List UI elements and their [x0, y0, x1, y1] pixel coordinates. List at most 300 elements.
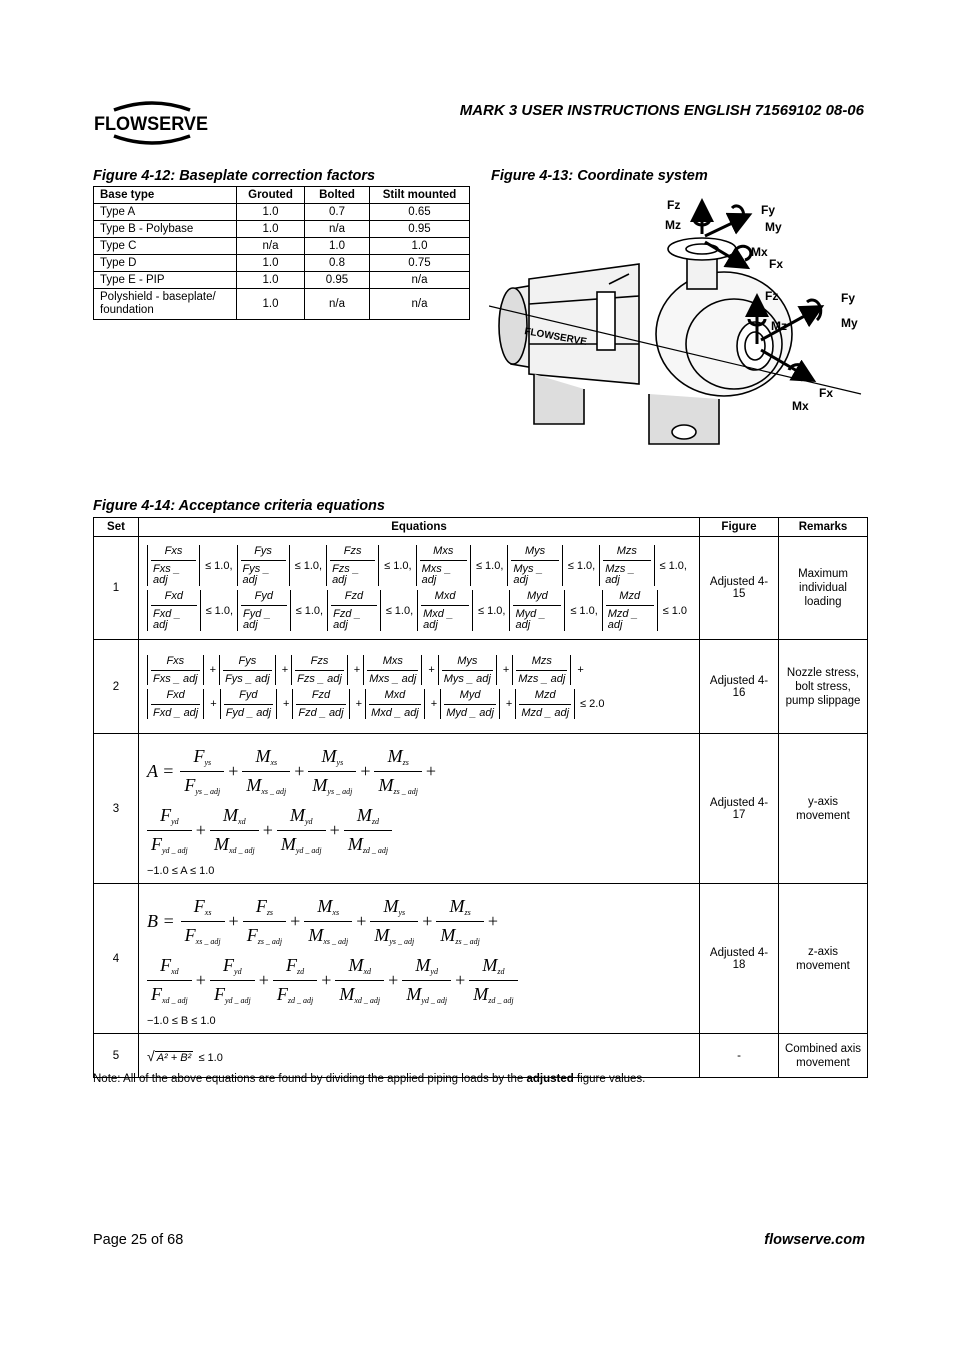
column-header: Set — [94, 518, 139, 537]
fraction — [370, 897, 418, 946]
table-cell: Type B - Polybase — [94, 221, 237, 238]
fraction — [147, 806, 192, 855]
equation-line — [147, 655, 691, 685]
axis-label-mz: Mz — [665, 218, 681, 232]
equation-cell — [139, 884, 700, 1034]
denominator: Mxd _ adj — [369, 704, 421, 719]
denominator: $F_{zs \_ adj}$ — [243, 921, 286, 946]
operator: + — [195, 969, 206, 990]
operator: ≤ 1.0, — [385, 604, 414, 617]
axis-label-my: My — [765, 220, 782, 234]
column-header: Base type — [94, 187, 237, 204]
document-title: MARK 3 USER INSTRUCTIONS ENGLISH 71569102 08-06 — [459, 102, 864, 119]
absolute-value — [219, 655, 276, 685]
remarks: y-axis movement — [779, 734, 868, 884]
absolute-value — [291, 655, 348, 685]
operator: + — [329, 819, 340, 840]
operator: ≤ 1.0, — [294, 559, 323, 572]
column-header: Remarks — [779, 518, 868, 537]
fraction — [519, 689, 571, 719]
fraction — [308, 747, 356, 796]
axis-label-mz: Mz — [771, 319, 787, 333]
fraction — [335, 956, 384, 1005]
numerator: Mys — [457, 654, 478, 667]
denominator: Mys _ adj — [511, 560, 558, 586]
numerator: $F_{zd}$ — [285, 954, 305, 976]
denominator: $M_{zs \_ adj}$ — [436, 921, 483, 946]
axis-label-fz: Fz — [765, 289, 779, 303]
table-cell: 0.8 — [305, 255, 370, 272]
denominator: $F_{xs \_ adj}$ — [181, 921, 225, 946]
absolute-value — [365, 689, 425, 719]
denominator: $M_{xs \_ adj}$ — [242, 771, 290, 796]
operator: + — [422, 910, 433, 931]
operator: + — [294, 760, 305, 781]
absolute-value — [599, 545, 654, 586]
table-cell: 1.0 — [237, 204, 305, 221]
denominator: $F_{zd \_ adj}$ — [273, 980, 317, 1005]
operator: + — [210, 697, 217, 710]
figure-ref: Adjusted 4-17 — [700, 734, 779, 884]
equation-line — [147, 590, 691, 631]
fraction — [151, 545, 196, 586]
operator: + — [388, 969, 399, 990]
absolute-value — [440, 689, 500, 719]
column-header: Figure — [700, 518, 779, 537]
operator: + — [360, 760, 371, 781]
numerator: $F_{yd}$ — [223, 954, 242, 976]
denominator: Mzd _ adj — [606, 605, 654, 631]
table-row — [94, 734, 868, 884]
numerator: Fzd — [344, 590, 364, 602]
operator: ≤ 1.0, — [478, 604, 506, 617]
equation-line — [147, 806, 691, 855]
figure-ref: Adjusted 4-16 — [700, 640, 779, 734]
operator: + — [228, 760, 239, 781]
table-cell: 0.7 — [305, 204, 370, 221]
denominator: $M_{ys \_ adj}$ — [370, 921, 418, 946]
absolute-value — [147, 655, 204, 685]
table-cell: n/a — [305, 221, 370, 238]
numerator: $F_{yd}$ — [160, 804, 179, 826]
set-number: 2 — [94, 640, 139, 734]
table-cell: 1.0 — [370, 238, 470, 255]
denominator: Mzs _ adj — [603, 560, 650, 586]
fraction — [420, 545, 467, 586]
numerator: Mxs — [433, 545, 454, 557]
denominator: Myd _ adj — [444, 704, 496, 719]
table-cell: n/a — [305, 289, 370, 320]
operator: + — [430, 697, 438, 710]
set-number: 1 — [94, 537, 139, 640]
remarks: z-axis movement — [779, 884, 868, 1034]
numerator: $M_{zs}$ — [449, 895, 471, 917]
table-header-row — [94, 187, 470, 204]
numerator: $M_{yd}$ — [415, 954, 438, 976]
denominator: Fzs _ adj — [295, 670, 344, 685]
remarks: Maximum individual loading — [779, 537, 868, 640]
website-link[interactable]: flowserve.com — [764, 1232, 865, 1248]
fraction — [402, 956, 451, 1005]
absolute-value — [515, 689, 575, 719]
denominator: Myd _ adj — [513, 605, 561, 631]
denominator: $F_{ys \_ adj}$ — [180, 771, 224, 796]
fraction — [511, 545, 558, 586]
denominator: $M_{xd \_ adj}$ — [210, 830, 259, 855]
fraction — [606, 590, 654, 631]
fraction — [374, 747, 421, 796]
fraction — [421, 590, 469, 631]
numerator: $F_{zs}$ — [255, 895, 274, 917]
numerator: Fxs — [166, 654, 185, 667]
denominator: $M_{zd \_ adj}$ — [469, 980, 517, 1005]
numerator: $F_{xs}$ — [193, 895, 212, 917]
pump-drawing — [499, 238, 792, 444]
operator: ≤ 1.0, — [475, 559, 504, 572]
table-row — [94, 289, 470, 320]
equation-line — [147, 545, 691, 586]
equation-line — [147, 689, 691, 719]
column-header: Grouted — [237, 187, 305, 204]
denominator: Fys _ adj — [223, 670, 272, 685]
table-cell: Polyshield - baseplate/ foundation — [94, 289, 237, 320]
numerator: Fyd — [239, 688, 258, 701]
equation-line — [147, 747, 691, 796]
operator: + — [195, 819, 206, 840]
sqrt-icon: √ — [147, 1047, 155, 1064]
denominator: Fzs _ adj — [330, 560, 375, 586]
denominator: $M_{zd \_ adj}$ — [344, 830, 392, 855]
note-text: Note: All of the above equations are found by dividing the applied piping loads by the — [93, 1073, 527, 1085]
page-number: Page 25 of 68 — [93, 1232, 184, 1248]
operator: ≤ 1.0, — [205, 559, 233, 572]
radicand: A² + B² — [156, 1051, 192, 1064]
absolute-value — [147, 689, 204, 719]
denominator: Fyd _ adj — [241, 605, 287, 631]
operator: + — [425, 760, 437, 781]
equation-lhs: A = — [147, 760, 175, 781]
fraction — [369, 689, 421, 719]
absolute-value — [327, 590, 381, 631]
numerator: Fxd — [166, 688, 185, 701]
fraction — [603, 545, 650, 586]
numerator: $M_{xs}$ — [255, 745, 278, 767]
table-cell: 0.75 — [370, 255, 470, 272]
denominator: $F_{yd \_ adj}$ — [147, 830, 192, 855]
equation-cell — [139, 640, 700, 734]
numerator: $M_{xs}$ — [317, 895, 340, 917]
fraction — [344, 806, 392, 855]
numerator: Mxd — [434, 590, 456, 602]
equation-lhs: B = — [147, 910, 175, 931]
denominator: Fzd _ adj — [296, 704, 345, 719]
fraction — [444, 689, 496, 719]
axis-label-fx: Fx — [819, 386, 834, 400]
table-row — [94, 255, 470, 272]
numerator: Mys — [524, 545, 546, 557]
range-condition: −1.0 ≤ B ≤ 1.0 — [147, 1014, 216, 1027]
footnote — [93, 1073, 645, 1085]
fraction — [442, 655, 493, 685]
table-row — [94, 537, 868, 640]
fraction — [181, 897, 225, 946]
fraction — [330, 545, 375, 586]
fraction — [151, 590, 197, 631]
operator: + — [262, 819, 273, 840]
operator: + — [228, 910, 239, 931]
numerator: Myd — [459, 688, 481, 701]
operator: ≤ 1.0, — [384, 559, 412, 572]
numerator: Fzs — [343, 545, 362, 557]
absolute-value — [292, 689, 349, 719]
axis-label-mx: Mx — [751, 245, 768, 259]
axis-label-my: My — [841, 316, 858, 330]
absolute-value — [237, 590, 291, 631]
numerator: $M_{zs}$ — [387, 745, 409, 767]
equation-cell — [139, 1034, 700, 1078]
fraction — [147, 956, 192, 1005]
baseplate-correction-table — [93, 186, 470, 320]
absolute-value — [417, 590, 473, 631]
denominator: Mxs _ adj — [367, 670, 418, 685]
absolute-value — [147, 545, 200, 586]
numerator: $F_{ys}$ — [193, 745, 212, 767]
fraction — [304, 897, 352, 946]
axis-label-mx: Mx — [792, 399, 809, 413]
numerator: Mzs — [616, 545, 637, 557]
numerator: $M_{zd}$ — [482, 954, 505, 976]
fraction — [241, 590, 287, 631]
fraction — [242, 747, 290, 796]
note-text: figure values. — [573, 1073, 646, 1085]
operator: + — [356, 910, 367, 931]
numerator: $M_{xd}$ — [223, 804, 246, 826]
equation-line — [147, 956, 691, 1005]
numerator: $M_{ys}$ — [383, 895, 406, 917]
table-cell: 1.0 — [237, 221, 305, 238]
operator: ≤ 1.0, — [205, 604, 234, 617]
operator: + — [577, 663, 584, 676]
operator: + — [258, 969, 269, 990]
table-cell: 0.65 — [370, 204, 470, 221]
operator: ≤ 1.0, — [295, 604, 324, 617]
numerator: Fxs — [164, 545, 183, 557]
denominator: Fxd _ adj — [151, 605, 197, 631]
numerator: Mzd — [534, 688, 556, 701]
numerator: Myd — [526, 590, 548, 602]
axis-label-fy: Fy — [841, 291, 856, 305]
fraction — [367, 655, 418, 685]
set-number: 3 — [94, 734, 139, 884]
fraction — [516, 655, 567, 685]
absolute-value — [507, 545, 562, 586]
fraction — [210, 806, 259, 855]
table-row — [94, 884, 868, 1034]
numerator: $M_{yd}$ — [289, 804, 313, 826]
operator: + — [281, 663, 289, 676]
fraction — [469, 956, 517, 1005]
fraction — [243, 897, 286, 946]
figure-14-title: Figure 4-14: Acceptance criteria equations — [93, 498, 385, 514]
table-cell: 1.0 — [237, 289, 305, 320]
numerator: Fys — [254, 545, 272, 557]
axis-label-fz: Fz — [667, 198, 681, 212]
fraction — [273, 956, 317, 1005]
numerator: $F_{xd}$ — [160, 954, 179, 976]
table-row — [94, 238, 470, 255]
numerator: Mzd — [619, 590, 641, 602]
set-number: 5 — [94, 1034, 139, 1078]
denominator: Mzs _ adj — [516, 670, 567, 685]
sqrt-expression — [147, 1048, 193, 1064]
operator: + — [502, 663, 510, 676]
table-cell: 0.95 — [370, 221, 470, 238]
denominator: $M_{zs \_ adj}$ — [374, 771, 421, 796]
fraction — [180, 747, 224, 796]
table-row — [94, 272, 470, 289]
operator: ≤ 2.0 — [580, 697, 605, 710]
table-header-row — [94, 518, 868, 537]
equation-line — [147, 897, 691, 946]
fraction — [296, 689, 345, 719]
table-cell: 1.0 — [237, 272, 305, 289]
absolute-value — [512, 655, 571, 685]
denominator: $M_{xd \_ adj}$ — [335, 980, 384, 1005]
absolute-value — [326, 545, 379, 586]
column-header: Equations — [139, 518, 700, 537]
denominator: Mxs _ adj — [420, 560, 467, 586]
operator: ≤ 1.0, — [567, 559, 596, 572]
absolute-value — [416, 545, 471, 586]
equation-cell — [139, 734, 700, 884]
fraction — [295, 655, 344, 685]
column-header: Stilt mounted — [370, 187, 470, 204]
operator: ≤ 1.0 — [662, 604, 688, 617]
fraction — [224, 689, 273, 719]
denominator: $F_{yd \_ adj}$ — [210, 980, 255, 1005]
numerator: $M_{xd}$ — [348, 954, 372, 976]
denominator: Fzd _ adj — [331, 605, 377, 631]
table-cell: Type E - PIP — [94, 272, 237, 289]
column-header: Bolted — [305, 187, 370, 204]
figure-12-title: Figure 4-12: Baseplate correction factors — [93, 168, 376, 184]
numerator: $M_{zd}$ — [356, 804, 380, 826]
operator: + — [209, 663, 217, 676]
denominator: $F_{xd \_ adj}$ — [147, 980, 192, 1005]
equation-cell — [139, 537, 700, 640]
table-cell: Type D — [94, 255, 237, 272]
fraction — [151, 689, 200, 719]
table-cell: n/a — [237, 238, 305, 255]
remarks: Combined axis movement — [779, 1034, 868, 1078]
inequality: ≤ 1.0 — [198, 1051, 223, 1064]
numerator: Fyd — [254, 590, 274, 602]
fraction — [151, 655, 200, 685]
table-row — [94, 640, 868, 734]
pump-coordinate-diagram — [489, 194, 869, 462]
flowserve-logo — [92, 100, 212, 146]
figure-ref: Adjusted 4-15 — [700, 537, 779, 640]
denominator: Mxd _ adj — [421, 605, 469, 631]
denominator: Fxd _ adj — [151, 704, 200, 719]
fraction — [331, 590, 377, 631]
absolute-value — [220, 689, 277, 719]
operator: ≤ 1.0, — [659, 559, 687, 572]
numerator: $M_{ys}$ — [321, 745, 344, 767]
table-cell: 0.95 — [305, 272, 370, 289]
operator: ≤ 1.0, — [570, 604, 598, 617]
range-condition: −1.0 ≤ A ≤ 1.0 — [147, 864, 215, 877]
absolute-value — [363, 655, 422, 685]
set-number: 4 — [94, 884, 139, 1034]
numerator: Fzs — [310, 654, 329, 667]
operator: + — [355, 697, 363, 710]
absolute-value — [602, 590, 658, 631]
denominator: Fyd _ adj — [224, 704, 273, 719]
absolute-value — [438, 655, 497, 685]
numerator: Mxs — [382, 654, 403, 667]
table-cell: Type A — [94, 204, 237, 221]
pump-brand-label: FLOWSERVE — [523, 326, 588, 348]
numerator: Mzs — [531, 654, 552, 667]
denominator: Fxs _ adj — [151, 560, 196, 586]
numerator: Fys — [238, 654, 257, 667]
table-row — [94, 1034, 868, 1078]
figure-13-title: Figure 4-13: Coordinate system — [491, 168, 708, 184]
numerator: Fzd — [311, 688, 331, 701]
table-cell: Type C — [94, 238, 237, 255]
operator: + — [455, 969, 466, 990]
denominator: $M_{ys \_ adj}$ — [308, 771, 356, 796]
denominator: Fys _ adj — [241, 560, 286, 586]
denominator: Fxs _ adj — [151, 670, 200, 685]
fraction — [241, 545, 286, 586]
operator: + — [282, 697, 290, 710]
operator: + — [290, 910, 301, 931]
figure-ref: Adjusted 4-18 — [700, 884, 779, 1034]
table-row — [94, 204, 470, 221]
operator: + — [428, 663, 435, 676]
absolute-value — [509, 590, 565, 631]
fraction — [436, 897, 483, 946]
axis-label-fy: Fy — [761, 203, 776, 217]
operator: + — [353, 663, 361, 676]
table-cell: n/a — [370, 272, 470, 289]
fraction — [277, 806, 326, 855]
absolute-value — [237, 545, 290, 586]
table-cell: 1.0 — [237, 255, 305, 272]
fraction — [210, 956, 255, 1005]
table-cell: n/a — [370, 289, 470, 320]
operator: + — [505, 697, 513, 710]
remarks: Nozzle stress, bolt stress, pump slippage — [779, 640, 868, 734]
denominator: $M_{xs \_ adj}$ — [304, 921, 352, 946]
table-cell: 1.0 — [305, 238, 370, 255]
fraction — [513, 590, 561, 631]
operator: + — [321, 969, 332, 990]
numerator: Fxd — [164, 590, 183, 602]
absolute-value — [147, 590, 201, 631]
table-row — [94, 221, 470, 238]
note-emphasis: adjusted — [526, 1073, 574, 1085]
operator: + — [487, 910, 499, 931]
axis-label-fx: Fx — [769, 257, 784, 271]
figure-ref: - — [700, 1034, 779, 1078]
denominator: $M_{yd \_ adj}$ — [277, 830, 326, 855]
denominator: $M_{yd \_ adj}$ — [402, 980, 451, 1005]
numerator: Mxd — [384, 688, 406, 701]
denominator: Mzd _ adj — [519, 704, 571, 719]
